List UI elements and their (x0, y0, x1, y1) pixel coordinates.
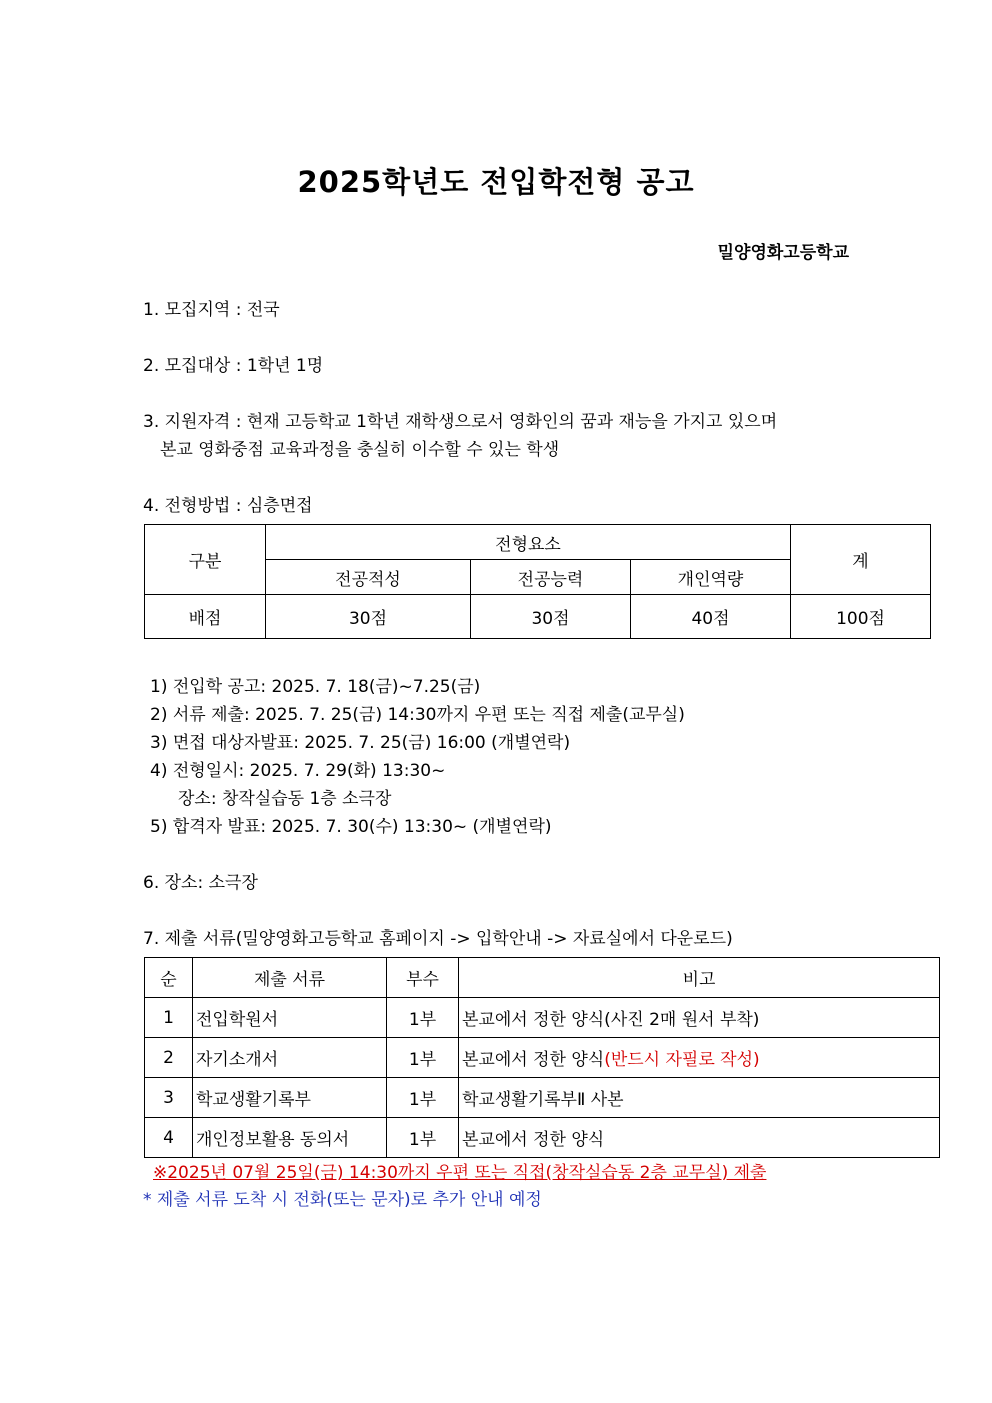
row-note (459, 1118, 940, 1158)
table-row (145, 998, 940, 1038)
row-copies: 1부 (387, 998, 459, 1038)
page-title: 2025학년도 전입학전형 공고 (297, 165, 695, 199)
school-name: 밀양영화고등학교 (717, 243, 849, 263)
score-total: 100점 (791, 595, 931, 639)
item-selection-method: 4. 전형방법 : 심층면접 (143, 496, 313, 516)
subheader-aptitude: 전공적성 (266, 560, 471, 595)
item-recruit-target: 2. 모집대상 : 1학년 1명 (143, 356, 324, 376)
table-row (145, 1038, 940, 1078)
header-total: 계 (791, 525, 931, 595)
row-label-score: 배점 (145, 595, 266, 639)
schedule-4-place: 장소: 창작실습동 1층 소극장 (178, 789, 392, 809)
header-doc: 제출 서류 (193, 958, 387, 998)
row-note (459, 1038, 940, 1078)
score-ability: 30점 (471, 595, 631, 639)
schedule-5: 5) 합격자 발표: 2025. 7. 30(수) 13:30~ (개별연락) (150, 817, 552, 837)
item-place: 6. 장소: 소극장 (143, 873, 258, 893)
row-no: 1 (145, 998, 193, 1038)
deadline-note: ※2025년 07월 25일(금) 14:30까지 우편 또는 직접(창작실습동 2층 교무실) 제출 (153, 1163, 767, 1183)
scoring-table (144, 524, 931, 639)
item-qualification-cont: 본교 영화중점 교육과정을 충실히 이수할 수 있는 학생 (160, 440, 560, 460)
row-doc: 전입학원서 (193, 998, 387, 1038)
contact-note: * 제출 서류 도착 시 전화(또는 문자)로 추가 안내 예정 (143, 1190, 542, 1210)
table-row (145, 1118, 940, 1158)
item-qualification: 3. 지원자격 : 현재 고등학교 1학년 재학생으로서 영화인의 꿈과 재능을 가지고 있으며 (143, 412, 778, 432)
row-note (459, 1078, 940, 1118)
subheader-ability: 전공능력 (471, 560, 631, 595)
row-note-text: 학교생활기록부Ⅱ 사본 (462, 1090, 624, 1110)
schedule-3: 3) 면접 대상자발표: 2025. 7. 25(금) 16:00 (개별연락) (150, 733, 571, 753)
schedule-1: 1) 전입학 공고: 2025. 7. 18(금)~7.25(금) (150, 677, 481, 697)
row-no: 3 (145, 1078, 193, 1118)
schedule-4: 4) 전형일시: 2025. 7. 29(화) 13:30~ (150, 761, 446, 781)
row-doc: 학교생활기록부 (193, 1078, 387, 1118)
row-note (459, 998, 940, 1038)
row-note-red: (반드시 자필로 작성) (604, 1050, 760, 1070)
item-documents: 7. 제출 서류(밀양영화고등학교 홈페이지 -> 입학안내 -> 자료실에서 다운로드) (143, 929, 733, 949)
row-no: 4 (145, 1118, 193, 1158)
header-group: 구분 (145, 525, 266, 595)
schedule-2: 2) 서류 제출: 2025. 7. 25(금) 14:30까지 우편 또는 직접 제출(교무실) (150, 705, 685, 725)
row-note-text: 본교에서 정한 양식 (462, 1050, 605, 1070)
row-doc: 자기소개서 (193, 1038, 387, 1078)
row-no: 2 (145, 1038, 193, 1078)
header-copies: 부수 (387, 958, 459, 998)
score-competency: 40점 (631, 595, 791, 639)
row-doc: 개인정보활용 동의서 (193, 1118, 387, 1158)
score-aptitude: 30점 (266, 595, 471, 639)
documents-table (144, 957, 940, 1158)
subheader-competency: 개인역량 (631, 560, 791, 595)
row-copies: 1부 (387, 1038, 459, 1078)
header-no: 순 (145, 958, 193, 998)
row-copies: 1부 (387, 1078, 459, 1118)
row-copies: 1부 (387, 1118, 459, 1158)
row-note-text: 본교에서 정한 양식 (462, 1130, 605, 1150)
header-elements: 전형요소 (266, 525, 791, 560)
table-row (145, 1078, 940, 1118)
item-recruit-area: 1. 모집지역 : 전국 (143, 300, 280, 320)
row-note-text: 본교에서 정한 양식(사진 2매 원서 부착) (462, 1010, 760, 1030)
header-note: 비고 (459, 958, 940, 998)
